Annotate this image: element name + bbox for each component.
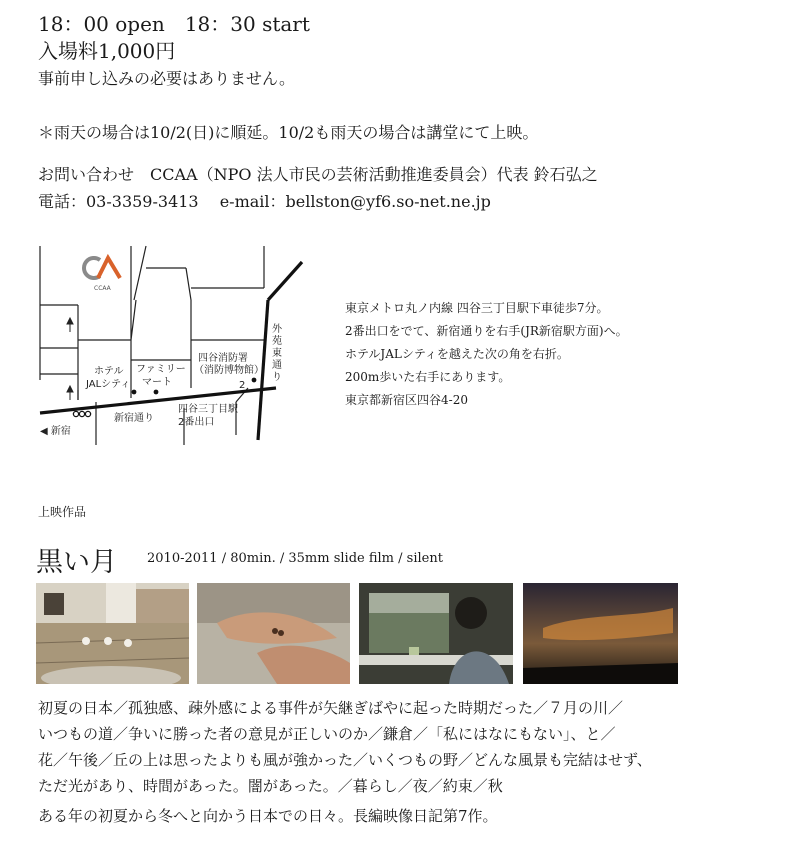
directions bbox=[345, 299, 628, 414]
label-firestation-1: 四谷消防署 bbox=[198, 353, 248, 364]
section-label: 上映作品 bbox=[38, 505, 87, 519]
still-window bbox=[359, 583, 513, 684]
still-sunset bbox=[523, 583, 678, 684]
directions-line: ホテルJALシティを越えた次の角を右折。 bbox=[345, 347, 569, 361]
label-avenue-1: 外 bbox=[272, 324, 282, 335]
rain-note: ＊雨天の場合は10/2(日)に順延。10/2も雨天の場合は講堂にて上映。 bbox=[38, 123, 539, 142]
still-room bbox=[36, 583, 189, 684]
event-times: 18：00 open 18：30 start bbox=[38, 12, 310, 36]
admission-fee: 入場料1,000円 bbox=[38, 39, 176, 63]
label-exit-number: 2 bbox=[239, 380, 246, 391]
directions-line: 東京都新宿区四谷4-20 bbox=[345, 393, 468, 407]
label-shinjuku: ◀ 新宿 bbox=[40, 426, 71, 437]
contact-line: お問い合わせ CCAA（NPO 法人市民の芸術活動推進委員会）代表 鈴石弘之 bbox=[38, 165, 598, 184]
label-hotel-2: JALシティ bbox=[86, 379, 131, 390]
label-avenue-3: 東 bbox=[272, 348, 282, 359]
logo-text: CCAA bbox=[94, 285, 111, 292]
still-hands bbox=[197, 583, 350, 684]
directions-line: 東京メトロ丸ノ内線 四谷三丁目駅下車徒歩7分。 bbox=[345, 301, 609, 315]
phone-email-line: 電話：03-3359-3413 e-mail：bellston@yf6.so-net.ne.jp bbox=[38, 192, 491, 211]
ccaa-logo bbox=[84, 258, 120, 292]
film-summary: ある年の初夏から冬へと向かう日本での日々。長編映像日記第7作。 bbox=[38, 807, 498, 825]
directions-line: 2番出口をでて、新宿通りを右手(JR新宿駅方面)へ。 bbox=[345, 324, 628, 338]
access-map bbox=[36, 240, 308, 445]
label-hotel-1: ホテル bbox=[94, 366, 124, 377]
no-reservation-note: 事前申し込みの必要はありません。 bbox=[38, 69, 295, 88]
film-description bbox=[38, 697, 652, 801]
label-station-1: 四谷三丁目駅 bbox=[178, 404, 238, 415]
description-line: 初夏の日本／孤独感、疎外感による事件が矢継ぎばやに起った時期だった／７月の川／ bbox=[38, 699, 624, 717]
description-line: いつもの道／争いに勝った者の意見が正しいのか／鎌倉／「私にはなにもない」、と／ bbox=[38, 725, 616, 743]
film-title: 黒い月 bbox=[36, 547, 117, 578]
label-station-2: 2番出口 bbox=[178, 417, 215, 428]
label-avenue-5: り bbox=[272, 372, 282, 383]
directions-line: 200m歩いた右手にあります。 bbox=[345, 370, 511, 384]
label-avenue-4: 通 bbox=[272, 360, 282, 371]
label-familymart-2: マート bbox=[142, 377, 172, 388]
description-line: 花／午後／丘の上は思ったよりも風が強かった／いくつもの野／どんな風景も完結はせず、 bbox=[38, 751, 652, 769]
label-familymart-1: ファミリー bbox=[136, 364, 186, 375]
description-line: ただ光があり、時間があった。闇があった。／暮らし／夜／約束／秋 bbox=[38, 777, 503, 795]
label-firestation-2: （消防博物館） bbox=[194, 365, 264, 376]
label-avenue-2: 苑 bbox=[272, 336, 282, 347]
label-shinjuku-dori: 新宿通り bbox=[114, 413, 154, 424]
film-meta: 2010-2011 / 80min. / 35mm slide film / silent bbox=[147, 551, 443, 566]
